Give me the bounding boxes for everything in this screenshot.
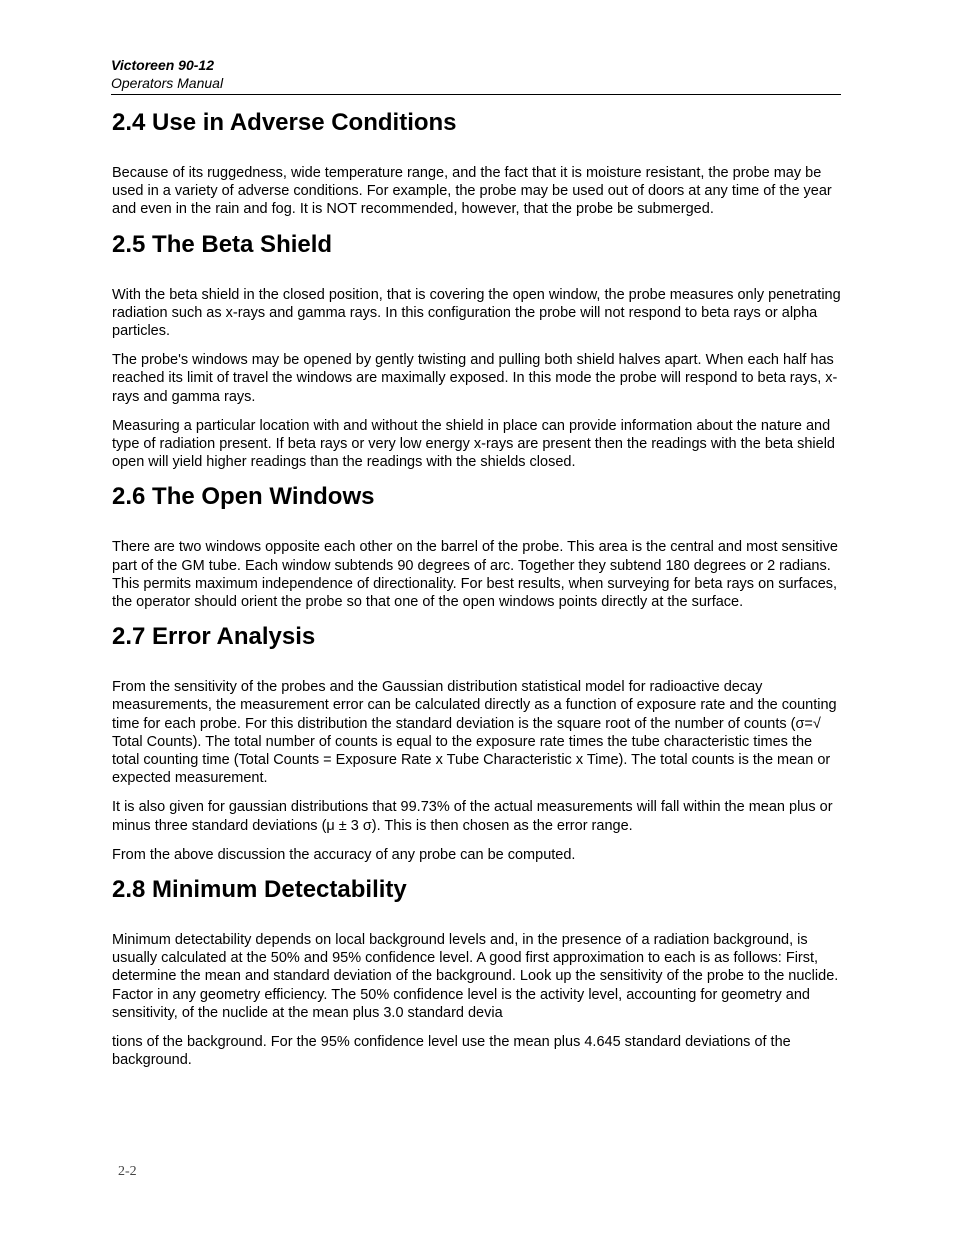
page-header (111, 56, 841, 95)
header-product: Victoreen 90-12 (111, 57, 214, 73)
section-title: 2.8 Minimum Detectability (112, 876, 407, 904)
paragraph: From the above discussion the accuracy of any probe can be computed. (112, 846, 576, 863)
paragraph: From the sensitivity of the probes and the Gaussian distribution statistical model for radioactive decay measurements, the measurement error can be calculated directly as a function of exposure rate and the counting time for each probe. For this distribution the standard deviation is the square root of the number of counts (σ=√ Total Counts). The total number of counts is equal to the exposure rate times the tube characteristic times the total counting time (Total Counts = Exposure Rate x Tube Characteristic x Time). The total counts is the mean or expected measurement. (112, 679, 837, 787)
paragraph: With the beta shield in the closed position, that is covering the open window, the probe measures only penetrating radiation such as x-rays and gamma rays. In this configuration the probe will not respond to beta rays or alpha particles. (112, 286, 841, 340)
paragraph: Because of its ruggedness, wide temperature range, and the fact that it is moisture resistant, the probe may be used in a variety of adverse conditions. For example, the probe may be used out of doors at any time of the year and even in the rain and fog. It is NOT recommended, however, that the probe be submerged. (112, 165, 832, 218)
section-title: 2.6 The Open Windows (112, 483, 375, 511)
section-title: 2.4 Use in Adverse Conditions (112, 109, 457, 136)
paragraph: There are two windows opposite each other on the barrel of the probe. This area is the central and most sensitive part of the GM tube. Each window subtends 90 degrees of arc. Together they subtend 180 degrees or 2 radians. This permits maximum independence of directionality. For best results, when surveying for beta rays on surfaces, the operator should orient the probe so that one of the open windows points directly at the surface. (112, 539, 838, 611)
paragraph: Minimum detectability depends on local background levels and, in the presence of a radiation background, is usually calculated at the 50% and 95% confidence level. A good first approximation to each is as follows: First, determine the mean and standard deviation of the background. Look up the sensitivity of the probe to the nuclide. Factor in any geometry efficiency. The 50% confidence level is the activity level, accounting for geometry and sensitivity, of the nuclide at the mean plus 3.0 standard devia (112, 932, 839, 1021)
paragraph: Measuring a particular location with and without the shield in place can provide information about the nature and type of radiation present. If beta rays or very low energy x-rays are present then the readings with the beta shield open will yield higher readings than the readings with the shields closed. (112, 417, 835, 471)
section-title: 2.7 Error Analysis (112, 623, 316, 651)
section-error-analysis (112, 622, 842, 864)
paragraph: It is also given for gaussian distributions that 99.73% of the actual measurements will fall within the mean plus or minus three standard deviations (μ ± 3 σ). This is then chosen as the error range. (112, 799, 833, 834)
paragraph: tions of the background. For the 95% confidence level use the mean plus 4.645 standard deviations of the background. (112, 1034, 791, 1069)
section-title: 2.5 The Beta Shield (112, 230, 333, 258)
paragraph: The probe's windows may be opened by gently twisting and pulling both shield halves apart. When each half has reached its limit of travel the windows are maximally exposed. In this mode the probe will respond to beta rays, x-rays and gamma rays. (112, 352, 838, 405)
document-body (112, 108, 842, 1081)
page-number: 2-2 (118, 1164, 137, 1179)
section-adverse-conditions (112, 108, 842, 219)
section-open-windows (112, 482, 842, 611)
section-minimum-detectability (112, 875, 842, 1069)
section-beta-shield (112, 230, 842, 472)
header-manual: Operators Manual (111, 75, 224, 91)
